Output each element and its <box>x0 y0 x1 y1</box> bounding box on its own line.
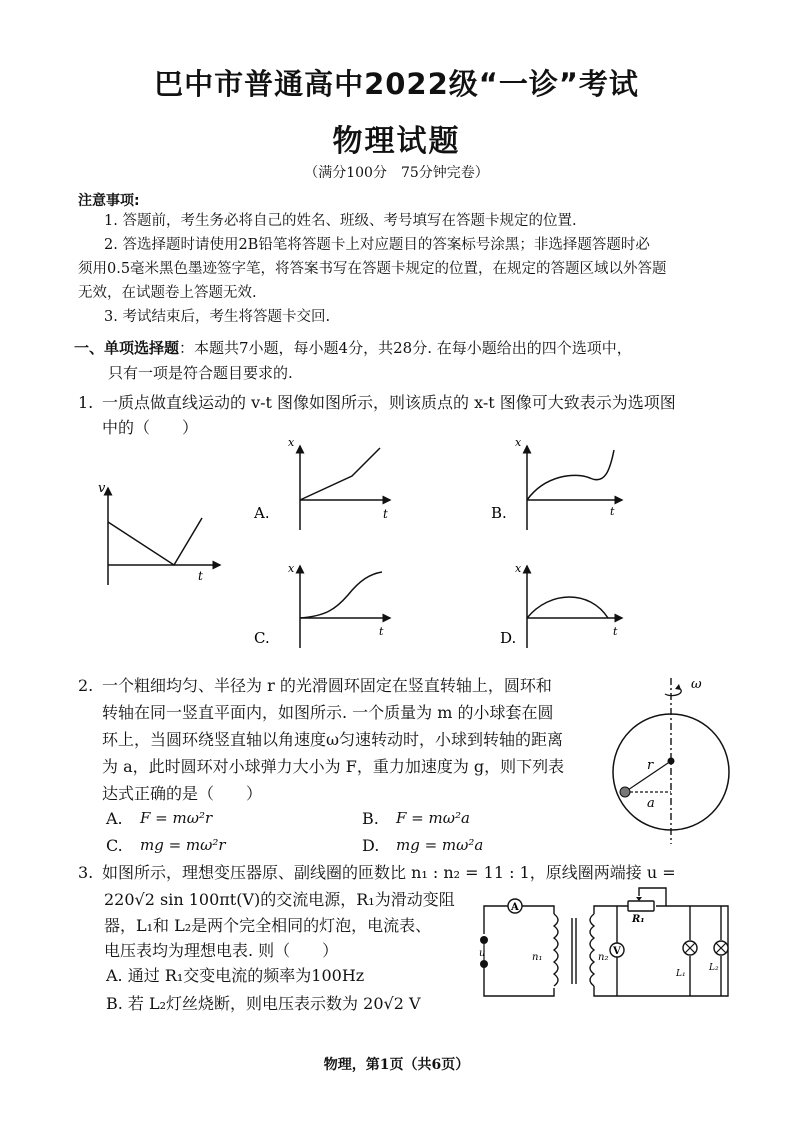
graph-c-t: t <box>379 625 384 638</box>
graph-a <box>253 436 390 530</box>
graph-d-x: x <box>515 562 522 575</box>
source-terminal-top <box>480 936 488 944</box>
q2-line-1: 一个粗细均匀、半径为 r 的光滑圆环固定在竖直转轴上，圆环和 <box>102 676 552 695</box>
q2-opt-d: mg = mω²a <box>396 836 484 854</box>
graph-c-x: x <box>288 562 295 575</box>
section-label: 一、单项选择题 <box>74 339 180 357</box>
exam-title: 巴中市普通高中2022级“一诊”考试 <box>154 67 639 101</box>
q2-opt-a: F = mω²r <box>140 809 213 827</box>
graph-d <box>500 562 622 648</box>
l2-label: L₂ <box>709 963 719 973</box>
lamp-l2 <box>714 941 728 955</box>
note-2-end: 无效，在试题卷上答题无效. <box>78 285 257 301</box>
q2-line-2: 转轴在同一竖直平面内，如图所示. 一个质量为 m 的小球套在圆 <box>102 703 554 722</box>
option-b-label: B. <box>491 504 507 522</box>
graph-c <box>254 562 390 648</box>
graph-a-x: x <box>288 436 295 449</box>
r1-label: R₁ <box>632 914 645 925</box>
q2-line-3: 环上，当圆环绕竖直轴以角速度ω匀速转动时，小球到转轴的距离 <box>102 730 564 749</box>
vt-graph <box>98 481 220 585</box>
section-desc: ：本题共7小题，每小题4分，共28分. 在每小题给出的四个选项中， <box>179 339 632 357</box>
q3-line-3: 器，L₁和 L₂是两个完全相同的灯泡，电流表、 <box>104 916 432 935</box>
q2-opt-c: mg = mω²r <box>140 836 226 854</box>
q3-line-2: 220√2 sin 100πt(V)的交流电源，R₁为滑动变阻 <box>104 890 455 909</box>
voltmeter-label: V <box>613 946 621 957</box>
q2-opt-b: F = mω²a <box>396 809 470 827</box>
option-d-label: D. <box>500 629 517 647</box>
q2-opt-b-label: B. <box>362 809 379 828</box>
exam-subtitle: （满分100分 75分钟完卷） <box>304 165 489 181</box>
q3-number: 3. <box>78 863 94 882</box>
q3-circuit <box>476 884 738 1006</box>
source-terminal-bottom <box>480 960 488 968</box>
n1-label: n₁ <box>532 952 543 963</box>
q1-stem: 一质点做直线运动的 v-t 图像如图所示，则该质点的 x-t 图像可大致表示为选项图 <box>102 393 676 412</box>
option-c-label: C. <box>254 629 270 647</box>
q2-number: 2. <box>78 676 94 695</box>
n2-label: n₂ <box>598 952 609 963</box>
q1-stem-2: 中的（ ） <box>102 418 199 437</box>
vt-axis-t: t <box>198 569 203 583</box>
graph-b-t: t <box>610 505 615 518</box>
vt-axis-v: v <box>98 481 106 496</box>
q1-figures <box>90 430 730 660</box>
option-a-label: A. <box>254 504 270 522</box>
ball <box>620 787 630 797</box>
subject-title: 物理试题 <box>332 124 461 159</box>
q3-line-4: 电压表均为理想电表. 则（ ） <box>104 941 339 960</box>
q2-opt-a-label: A. <box>106 809 123 828</box>
l1-label: L₁ <box>676 969 686 979</box>
graph-b <box>491 436 622 530</box>
q3-opt-b: B. 若 L₂灯丝烧断，则电压表示数为 20√2 V <box>106 994 421 1013</box>
page-footer: 物理，第1页（共6页） <box>323 1057 470 1073</box>
vt-curve <box>108 518 202 565</box>
q2-line-4: 为 a，此时圆环对小球弹力大小为 F，重力加速度为 g，则下列表 <box>102 757 565 776</box>
q2-opt-d-label: D. <box>362 836 380 855</box>
q2-line-5: 达式正确的是（ ） <box>102 784 263 803</box>
lamp-l1 <box>683 941 697 955</box>
section-desc-2: 只有一项是符合题目要求的. <box>108 364 293 382</box>
notes-heading: 注意事项: <box>78 193 140 209</box>
source-label: u <box>479 948 486 959</box>
note-2-cont: 须用0.5毫米黑色墨迹签字笔，将答案书写在答题卡规定的位置，在规定的答题区域以外答题 <box>78 261 667 277</box>
graph-b-x: x <box>515 436 522 449</box>
q2-opt-c-label: C. <box>106 836 123 855</box>
note-2: 2. 答选择题时请使用2B铅笔将答题卡上对应题目的答案标号涂黑；非选择题答题时必 <box>104 237 650 253</box>
q1-number: 1. <box>78 393 94 412</box>
graph-a-t: t <box>383 507 388 521</box>
section-heading <box>74 335 632 361</box>
note-3: 3. 考试结束后，考生将答题卡交回. <box>104 309 331 325</box>
ammeter-label: A <box>511 902 519 913</box>
q2-r-label: r <box>647 758 654 773</box>
note-1: 1. 答题前，考生务必将自己的姓名、班级、考号填写在答题卡规定的位置. <box>104 213 577 229</box>
q2-ring-figure <box>605 672 740 850</box>
graph-d-t: t <box>613 625 618 638</box>
q2-a-label: a <box>647 796 655 811</box>
q2-omega: ω <box>691 677 702 692</box>
q3-line-1: 如图所示，理想变压器原、副线圈的匝数比 n₁ : n₂ = 11 : 1，原线圈两端接 u = <box>102 863 676 882</box>
q3-opt-a: A. 通过 R₁交变电流的频率为100Hz <box>106 966 365 985</box>
